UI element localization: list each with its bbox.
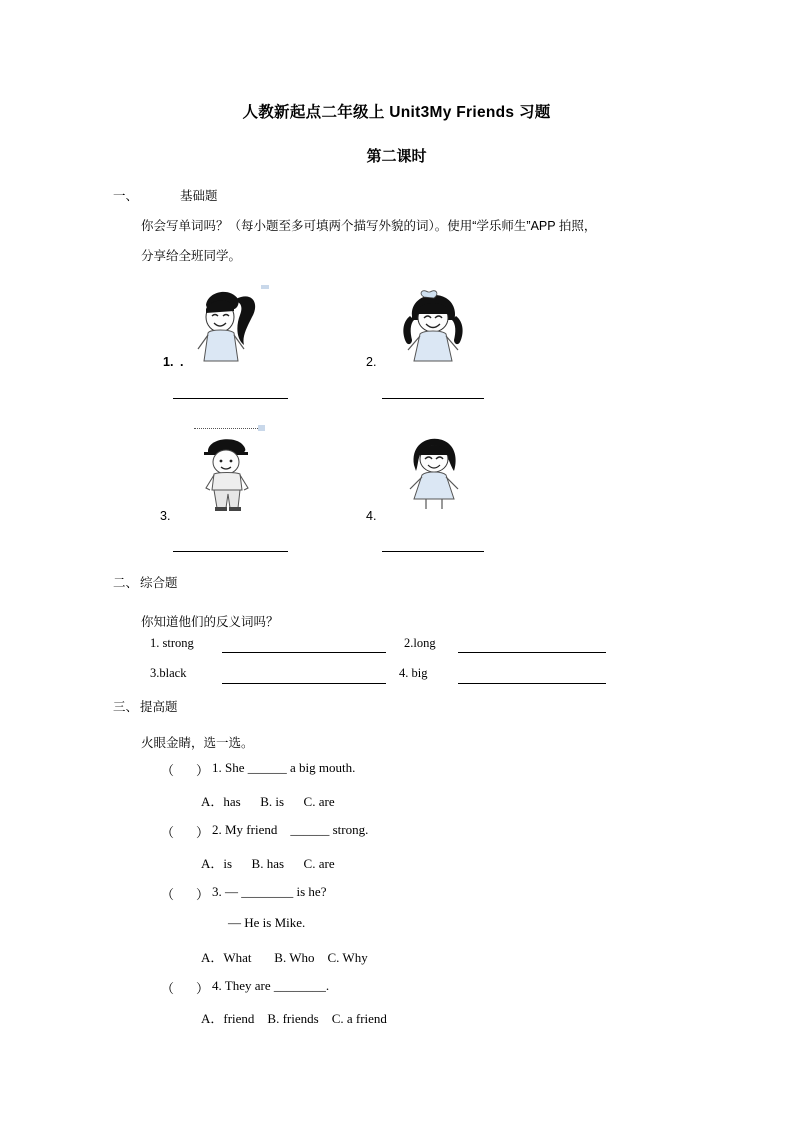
q3-options[interactable]: A．What B. Who C. Why	[201, 950, 368, 965]
picture3-artifact-line	[194, 428, 260, 429]
picture-girl-ponytail	[186, 283, 270, 363]
item1-extra: .	[180, 355, 184, 369]
section3-instruction: 火眼金睛，选一选。	[141, 736, 254, 750]
q2-options[interactable]: A．is B. has C. are	[201, 856, 335, 871]
section2-item1-label: 1. strong	[150, 636, 194, 650]
q2-stem: 2. My friend ______ strong.	[212, 822, 369, 837]
q3-bracket-right[interactable]: ）	[196, 887, 210, 902]
section1-instruction-line1: 你会写单词吗？（每小题至多可填两个描写外貌的词）。使用“学乐师生”APP 拍照，	[141, 219, 597, 233]
item3-answer-blank[interactable]	[173, 551, 288, 552]
q4-bracket-left: （	[161, 981, 175, 996]
item1-answer-blank[interactable]	[173, 398, 288, 399]
item1-label: 1.	[163, 355, 174, 369]
q4-stem: 4. They are ________.	[212, 978, 330, 993]
section3-heading: 提高题	[140, 700, 178, 714]
picture-girl-shortdress	[390, 431, 478, 511]
section2-item2-label: 2.long	[404, 636, 436, 650]
section2-item2-blank[interactable]	[458, 652, 606, 653]
q3-stem: 3. — ________ is he?	[212, 884, 327, 899]
picture3-artifact-box	[258, 425, 265, 431]
section2-item1-blank[interactable]	[222, 652, 386, 653]
q2-bracket-left: （	[161, 825, 175, 840]
item2-label: 2.	[366, 355, 377, 369]
q3-stem-second-line: — He is Mike.	[228, 915, 306, 930]
picture-boy-cap	[190, 432, 268, 512]
section3-marker: 三、	[113, 700, 139, 714]
picture-girl-braids	[390, 288, 478, 363]
section2-item3-label: 3.black	[150, 666, 187, 680]
item4-label: 4.	[366, 509, 377, 523]
q1-options[interactable]: A．has B. is C. are	[201, 794, 335, 809]
section2-item4-blank[interactable]	[458, 683, 606, 684]
section2-marker: 二、	[113, 576, 139, 590]
q2-bracket-right[interactable]: ）	[196, 825, 210, 840]
q3-bracket-left: （	[161, 887, 175, 902]
section1-marker: 一、	[113, 189, 139, 203]
item2-answer-blank[interactable]	[382, 398, 484, 399]
q1-bracket-left: （	[161, 763, 175, 778]
section2-heading: 综合题	[140, 576, 178, 590]
section1-instruction-line2: 分享给全班同学。	[141, 249, 242, 263]
q1-stem: 1. She ______ a big mouth.	[212, 760, 356, 775]
q4-bracket-right[interactable]: ）	[196, 981, 210, 996]
page-title: 人教新起点二年级上 Unit3My Friends 习题	[242, 104, 551, 121]
page-subtitle: 第二课时	[366, 148, 427, 165]
picture1-artifact	[261, 285, 269, 289]
q1-bracket-right[interactable]: ）	[196, 763, 210, 778]
section2-instruction: 你知道他们的反义词吗？	[141, 615, 279, 629]
q4-options[interactable]: A．friend B. friends C. a friend	[201, 1011, 387, 1026]
section2-item4-label: 4. big	[399, 666, 428, 680]
section2-item3-blank[interactable]	[222, 683, 386, 684]
item4-answer-blank[interactable]	[382, 551, 484, 552]
section1-heading: 基础题	[180, 189, 218, 203]
item3-label: 3.	[160, 509, 171, 523]
